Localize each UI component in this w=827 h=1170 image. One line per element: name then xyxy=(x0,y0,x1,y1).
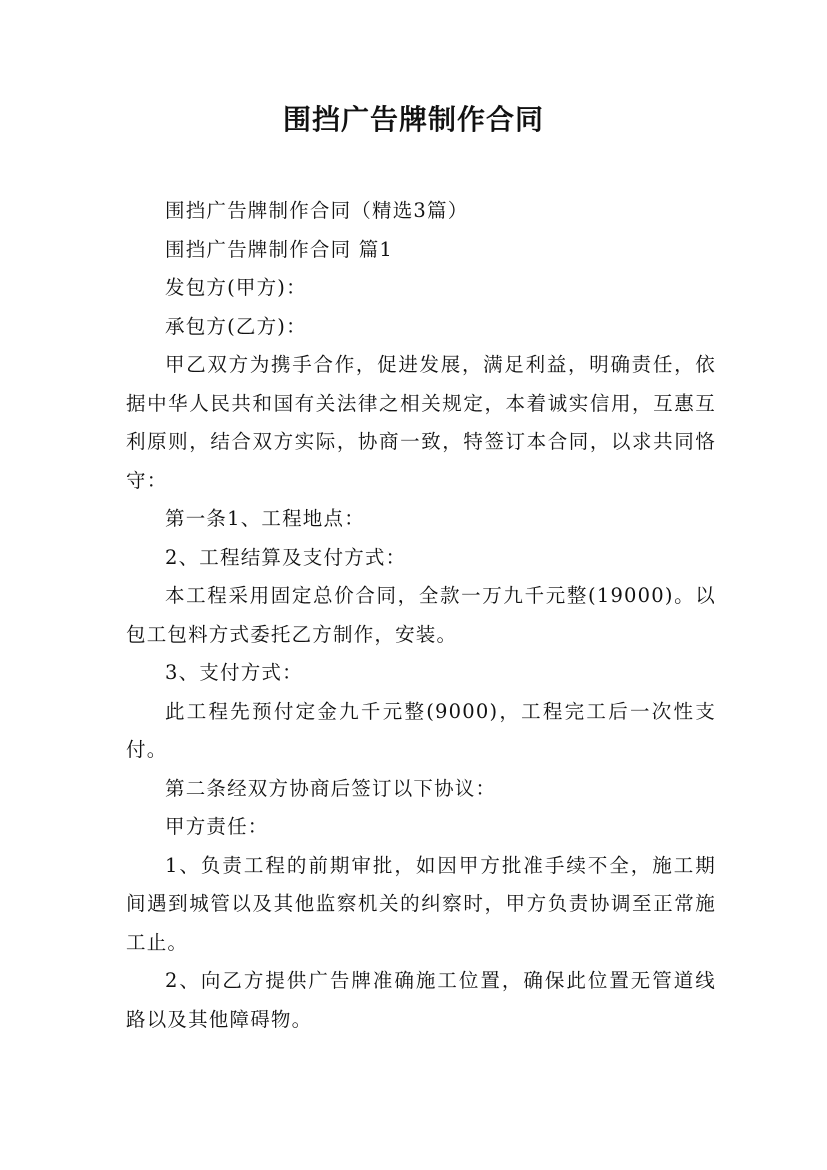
paragraph-payment-heading: 3、支付方式： xyxy=(165,661,303,684)
paragraph-party-a: 发包方(甲方)： xyxy=(165,276,307,299)
document-body xyxy=(126,192,716,1039)
paragraph-article-2: 第二条经双方协商后签订以下协议： xyxy=(165,776,497,800)
paragraph-settlement-terms: 本工程采用固定总价合同，全款一万九千元整(19000)。以包工包料方式委托乙方制作，安装。 xyxy=(126,584,716,646)
paragraph-duty-1: 1、负责工程的前期审批，如因甲方批准手续不全，施工期间遇到城管以及其他监察机关的纠察时，甲方负责协调至正常施工止。 xyxy=(126,853,716,954)
paragraph-party-b: 承包方(乙方)： xyxy=(165,314,307,338)
paragraph-duty-2: 2、向乙方提供广告牌准确施工位置，确保此位置无管道线路以及其他障碍物。 xyxy=(126,969,716,1031)
paragraph-article-1-location: 第一条1、工程地点： xyxy=(165,507,365,530)
document-title: 围挡广告牌制作合同 xyxy=(282,103,544,136)
paragraph-payment-terms: 此工程先预付定金九千元整(9000)，工程完工后一次性支付。 xyxy=(126,699,716,761)
paragraph-party-a-duties-heading: 甲方责任： xyxy=(165,815,269,838)
paragraph-preamble: 甲乙双方为携手合作，促进发展，满足利益，明确责任，依据中华人民共和国有关法律之相关规定，本着诚实信用，互惠互利原则，结合双方实际，协商一致，特签订本合同，以求共同恪守： xyxy=(126,353,716,492)
paragraph-subtitle: 围挡广告牌制作合同（精选3篇） xyxy=(165,199,469,222)
paragraph-section-heading: 围挡广告牌制作合同 篇1 xyxy=(165,237,394,261)
paragraph-settlement-heading: 2、工程结算及支付方式： xyxy=(165,545,407,569)
